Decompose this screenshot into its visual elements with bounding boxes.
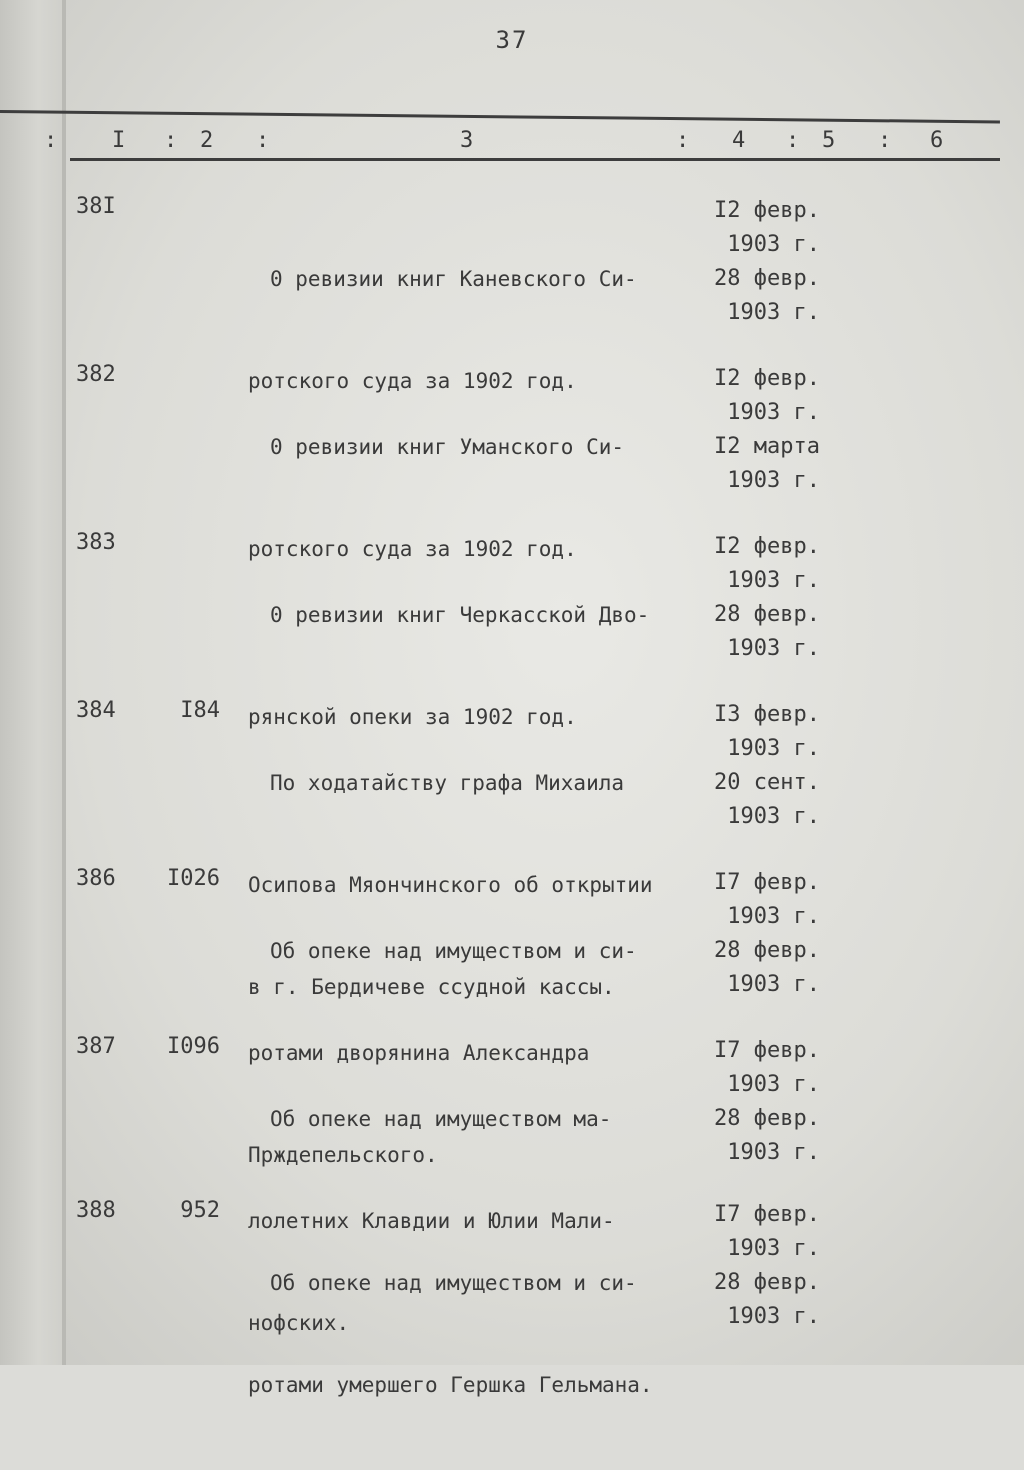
- date-line: 1903 г.: [727, 904, 820, 929]
- description-line: 0 ревизии книг Черкасской Дво-: [270, 603, 650, 627]
- date-line: 1903 г.: [727, 568, 820, 593]
- description-line: Осипова Мяончинского об открытии: [248, 873, 653, 897]
- date-line: I3 февр.: [714, 702, 820, 727]
- date-line: 1903 г.: [727, 1304, 820, 1329]
- date-line: 1903 г.: [727, 804, 820, 829]
- date-line: 1903 г.: [727, 400, 820, 425]
- date-line: I7 февр.: [714, 870, 820, 895]
- header-col-2: 2: [200, 128, 215, 153]
- entry-case-number: I096: [167, 1034, 220, 1059]
- description-line: ротами умершего Гершка Гельмана.: [248, 1373, 653, 1397]
- date-line: 28 февр.: [714, 938, 820, 963]
- description-line: 0 ревизии книг Каневского Си-: [270, 267, 637, 291]
- header-separator: :: [44, 128, 58, 153]
- page-number: 37: [495, 26, 529, 54]
- date-line: I2 февр.: [714, 198, 820, 223]
- entry-dates: [680, 194, 820, 330]
- entry-number: 388: [76, 1198, 116, 1223]
- description-line: лолетних Клавдии и Юлии Мали-: [248, 1209, 615, 1233]
- header-separator: :: [878, 128, 892, 153]
- entry-number: 386: [76, 866, 116, 891]
- date-line: 1903 г.: [727, 972, 820, 997]
- date-line: 1903 г.: [727, 1140, 820, 1165]
- date-line: I7 февр.: [714, 1038, 820, 1063]
- header-col-3: 3: [460, 128, 475, 153]
- entry-dates: [680, 1034, 820, 1170]
- date-line: 1903 г.: [727, 1072, 820, 1097]
- header-separator: :: [676, 128, 690, 153]
- entry-number: 387: [76, 1034, 116, 1059]
- description-line: ротского суда за 1902 год.: [248, 537, 577, 561]
- header-separator: :: [256, 128, 270, 153]
- entry-case-number: I84: [180, 698, 220, 723]
- entry-dates: [680, 1198, 820, 1334]
- header-separator: :: [164, 128, 178, 153]
- entry-dates: [680, 866, 820, 1002]
- description-line: Об опеке над имуществом и си-: [270, 939, 637, 963]
- date-line: I7 февр.: [714, 1202, 820, 1227]
- entry-dates: [680, 698, 820, 834]
- date-line: 28 февр.: [714, 1106, 820, 1131]
- entry-case-number: I026: [167, 866, 220, 891]
- header-bottom-rule: [70, 158, 1000, 161]
- description-line: Об опеке над имуществом и си-: [270, 1271, 637, 1295]
- entry-dates: [680, 530, 820, 666]
- description-line: в г. Бердичеве ссудной кассы.: [248, 975, 615, 999]
- entry-description: [248, 1198, 708, 1470]
- date-line: 1903 г.: [727, 636, 820, 661]
- header-col-6: 6: [930, 128, 945, 153]
- description-line: По ходатайству графа Михаила: [270, 771, 625, 795]
- entry-dates: [680, 362, 820, 498]
- date-line: 28 февр.: [714, 602, 820, 627]
- header-col-5: 5: [822, 128, 837, 153]
- header-separator: :: [786, 128, 800, 153]
- header-top-rule: [0, 110, 1000, 123]
- entry-number: 383: [76, 530, 116, 555]
- date-line: I2 февр.: [714, 534, 820, 559]
- entry-number: 38I: [76, 194, 116, 219]
- description-line: ротского суда за 1902 год.: [248, 369, 577, 393]
- header-col-1: I: [112, 128, 127, 153]
- date-line: 1903 г.: [727, 736, 820, 761]
- date-line: 1903 г.: [727, 468, 820, 493]
- date-line: 1903 г.: [727, 1236, 820, 1261]
- date-line: 1903 г.: [727, 232, 820, 257]
- entry-row: [0, 1198, 1024, 1397]
- description-line: 0 ревизии книг Уманского Си-: [270, 435, 625, 459]
- description-line: рянской опеки за 1902 год.: [248, 705, 577, 729]
- entry-case-number: 952: [180, 1198, 220, 1223]
- date-line: 28 февр.: [714, 266, 820, 291]
- entry-number: 384: [76, 698, 116, 723]
- header-col-4: 4: [732, 128, 747, 153]
- description-line: Прждепельского.: [248, 1143, 438, 1167]
- date-line: 20 сент.: [714, 770, 820, 795]
- entry-number: 382: [76, 362, 116, 387]
- date-line: 28 февр.: [714, 1270, 820, 1295]
- description-line: нофских.: [248, 1311, 350, 1335]
- date-line: 1903 г.: [727, 300, 820, 325]
- date-line: I2 февр.: [714, 366, 820, 391]
- description-line: ротами дворянина Александра: [248, 1041, 590, 1065]
- description-line: Об опеке над имуществом ма-: [270, 1107, 612, 1131]
- date-line: I2 марта: [714, 434, 820, 459]
